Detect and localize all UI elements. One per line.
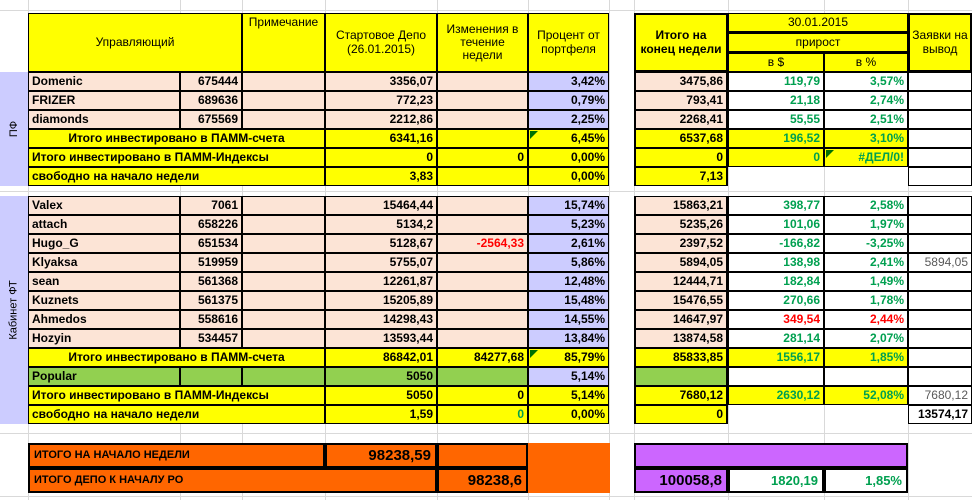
cell-gain-percent[interactable]: 1,85% [824, 348, 908, 367]
cell-gain-usd[interactable]: 101,06 [728, 215, 824, 234]
grand-total-gain-usd[interactable]: 1820,19 [728, 468, 824, 493]
cell-account-id[interactable]: 658226 [180, 215, 242, 234]
cell-withdraw-request[interactable] [908, 291, 972, 310]
cell-portfolio-percent[interactable]: 12,48% [528, 272, 609, 291]
total-week-start-label[interactable]: ИТОГО НА НАЧАЛО НЕДЕЛИ [28, 443, 325, 468]
grid-gap [609, 167, 634, 186]
cell-account-id[interactable] [180, 367, 242, 386]
cell-gain-usd[interactable] [728, 367, 824, 386]
total-depo-label[interactable]: ИТОГО ДЕПО К НАЧАЛУ РО [28, 468, 437, 493]
cell-account-id[interactable]: 558616 [180, 310, 242, 329]
cell-portfolio-percent[interactable]: 0,79% [528, 91, 609, 110]
cell-note[interactable] [242, 291, 325, 310]
cell-week-end-total[interactable]: 6537,68 [634, 129, 728, 148]
cell-week-end-total[interactable]: 85833,85 [634, 348, 728, 367]
cell-week-change[interactable] [437, 367, 528, 386]
cell-withdraw-request[interactable] [908, 234, 972, 253]
cell-start-depo[interactable]: 1,59 [325, 405, 437, 424]
grid-gap [609, 310, 634, 329]
table-row [28, 329, 972, 348]
cell-start-depo[interactable]: 13593,44 [325, 329, 437, 348]
cell-gain-percent[interactable]: 3,57% [824, 72, 908, 91]
cell-week-change[interactable] [437, 291, 528, 310]
cell-portfolio-percent[interactable]: 5,23% [528, 215, 609, 234]
cell-portfolio-percent[interactable]: 0,00% [528, 167, 609, 186]
cell-gain-usd[interactable]: 21,18 [728, 91, 824, 110]
grid-gap [609, 272, 634, 291]
total-depo-value[interactable]: 98238,6 [437, 468, 528, 493]
cell-week-change[interactable]: 0 [437, 386, 528, 405]
grand-total-empty-cell[interactable] [634, 443, 908, 468]
cell-note[interactable] [242, 215, 325, 234]
cell-start-depo[interactable]: 5134,2 [325, 215, 437, 234]
cell-manager[interactable]: attach [28, 215, 180, 234]
header-withdraw-requests[interactable]: Заявки на вывод [908, 13, 972, 72]
cell-withdraw-request[interactable]: 13574,17 [908, 405, 972, 424]
total-empty-cell[interactable] [437, 443, 528, 468]
grid-gap [609, 348, 634, 367]
cell-withdraw-request[interactable]: 7680,12 [908, 386, 972, 405]
cell-account-id[interactable]: 7061 [180, 196, 242, 215]
grid-gap [609, 329, 634, 348]
table-row [28, 129, 972, 148]
cell-week-end-total[interactable]: 14647,97 [634, 310, 728, 329]
cell-week-end-total[interactable]: 2397,52 [634, 234, 728, 253]
cell-week-end-total[interactable]: 12444,71 [634, 272, 728, 291]
cell-gain-usd[interactable]: 119,79 [728, 72, 824, 91]
cell-gain-usd[interactable]: 182,84 [728, 272, 824, 291]
cell-portfolio-percent[interactable]: 15,74% [528, 196, 609, 215]
cell-week-end-total[interactable]: 13874,58 [634, 329, 728, 348]
cell-manager[interactable]: свободно на начало недели [28, 167, 325, 186]
grid-gap [609, 72, 634, 91]
cell-start-depo[interactable]: 5050 [325, 367, 437, 386]
header-gain-usd[interactable]: в $ [728, 52, 824, 72]
grid-gap [609, 253, 634, 272]
cell-week-change[interactable]: 0 [437, 148, 528, 167]
cell-note[interactable] [242, 367, 325, 386]
header-gap [609, 13, 634, 72]
cell-note[interactable] [242, 72, 325, 91]
cell-start-depo[interactable]: 5755,07 [325, 253, 437, 272]
cell-week-change[interactable] [437, 310, 528, 329]
cell-manager[interactable]: Kuznets [28, 291, 180, 310]
grid-gap [609, 129, 634, 148]
cell-manager[interactable]: свободно на начало недели [28, 405, 325, 424]
cell-gain-percent[interactable]: 3,10% [824, 129, 908, 148]
cell-week-end-total[interactable] [634, 367, 728, 386]
cell-gain-percent[interactable]: 1,97% [824, 215, 908, 234]
cell-week-change[interactable] [437, 110, 528, 129]
header-note[interactable]: Примечание [242, 13, 325, 72]
cell-portfolio-percent[interactable]: 6,45% [528, 129, 609, 148]
cell-week-change[interactable]: 84277,68 [437, 348, 528, 367]
cell-manager[interactable]: Hozyin [28, 329, 180, 348]
cell-portfolio-percent[interactable]: 5,14% [528, 367, 609, 386]
cell-gain-usd[interactable]: 0 [728, 148, 824, 167]
cell-gain-percent[interactable]: 2,41% [824, 253, 908, 272]
cell-portfolio-percent[interactable]: 3,42% [528, 72, 609, 91]
cell-week-change[interactable] [437, 329, 528, 348]
table-row [28, 196, 972, 215]
cell-portfolio-percent[interactable]: 15,48% [528, 291, 609, 310]
table-row [28, 386, 972, 405]
total-row-depo-start [28, 468, 610, 493]
cell-manager[interactable]: Итого инвестировано в ПАММ-Индексы [28, 386, 325, 405]
cell-start-depo[interactable]: 14298,43 [325, 310, 437, 329]
grid-gap [609, 291, 634, 310]
cell-manager[interactable]: Domenic [28, 72, 180, 91]
cell-week-end-total[interactable]: 7,13 [634, 167, 728, 186]
table-row [28, 91, 972, 110]
cell-start-depo[interactable]: 0 [325, 148, 437, 167]
cell-week-end-total[interactable]: 0 [634, 148, 728, 167]
cell-start-depo[interactable]: 3356,07 [325, 72, 437, 91]
cell-start-depo[interactable]: 6341,16 [325, 129, 437, 148]
cell-gain-percent[interactable]: 2,74% [824, 91, 908, 110]
grand-total-block [634, 443, 908, 493]
cell-account-id[interactable]: 561375 [180, 291, 242, 310]
table-row [28, 253, 972, 272]
cell-week-change[interactable] [437, 215, 528, 234]
section-label-cabinet-ft[interactable] [0, 196, 28, 424]
grand-total-value[interactable]: 100058,8 [634, 468, 728, 493]
grid-gap [609, 148, 634, 167]
cell-week-end-total[interactable]: 3475,86 [634, 72, 728, 91]
cell-account-id[interactable]: 519959 [180, 253, 242, 272]
cell-gain-usd[interactable]: 398,77 [728, 196, 824, 215]
cell-note[interactable] [242, 196, 325, 215]
cell-note[interactable] [242, 272, 325, 291]
cell-withdraw-request[interactable] [908, 329, 972, 348]
cell-start-depo[interactable]: 12261,87 [325, 272, 437, 291]
cell-gain-usd[interactable]: 270,66 [728, 291, 824, 310]
table-row [28, 291, 972, 310]
cell-start-depo[interactable]: 3,83 [325, 167, 437, 186]
totals-block [28, 443, 610, 493]
table-row [28, 348, 972, 367]
grand-total-row [634, 468, 908, 493]
section-label-cabinet-ft-text: Кабинет ФТ [8, 280, 21, 340]
cell-manager[interactable]: FRIZER [28, 91, 180, 110]
table-row [28, 215, 972, 234]
orange-filler [528, 443, 610, 468]
cell-week-end-total[interactable]: 793,41 [634, 91, 728, 110]
cell-manager[interactable]: Итого инвестировано в ПАММ-счета [28, 348, 325, 367]
cell-withdraw-request[interactable] [908, 272, 972, 291]
cell-portfolio-percent[interactable]: 0,00% [528, 148, 609, 167]
grid-gap [609, 110, 634, 129]
cell-week-change[interactable]: -2564,33 [437, 234, 528, 253]
cell-withdraw-request[interactable] [908, 196, 972, 215]
total-row-week-start [28, 443, 610, 468]
cell-account-id[interactable]: 651534 [180, 234, 242, 253]
grid-gap [609, 196, 634, 215]
table-row [28, 367, 972, 386]
cell-portfolio-percent[interactable]: 0,00% [528, 405, 609, 424]
cell-gain-percent[interactable]: 2,44% [824, 310, 908, 329]
cell-portfolio-percent[interactable]: 14,55% [528, 310, 609, 329]
cell-withdraw-request[interactable] [908, 367, 972, 386]
cell-start-depo[interactable]: 15205,89 [325, 291, 437, 310]
cell-gain-percent[interactable]: 2,51% [824, 110, 908, 129]
table-row [28, 234, 972, 253]
cell-week-change[interactable] [437, 253, 528, 272]
cell-portfolio-percent[interactable]: 85,79% [528, 348, 609, 367]
cell-gain-usd[interactable]: 196,52 [728, 129, 824, 148]
section-pf [28, 72, 972, 186]
cell-portfolio-percent[interactable]: 2,61% [528, 234, 609, 253]
cell-week-end-total[interactable]: 15476,55 [634, 291, 728, 310]
cell-start-depo[interactable]: 772,23 [325, 91, 437, 110]
cell-note[interactable] [242, 91, 325, 110]
cell-portfolio-percent[interactable]: 5,14% [528, 386, 609, 405]
cell-manager[interactable]: Ahmedos [28, 310, 180, 329]
cell-week-change[interactable] [437, 129, 528, 148]
cell-manager[interactable]: Hugo_G [28, 234, 180, 253]
grid-gap [609, 215, 634, 234]
section-cabinet-ft [28, 196, 972, 424]
cell-withdraw-request[interactable] [908, 148, 972, 167]
cell-gain-percent[interactable] [824, 405, 908, 424]
cell-week-end-total[interactable]: 2268,41 [634, 110, 728, 129]
table-row [28, 110, 972, 129]
cell-gain-usd[interactable]: 2630,12 [728, 386, 824, 405]
header-week-end-total[interactable]: Итого на конец недели [634, 13, 728, 72]
grid-gap [609, 367, 634, 386]
cell-manager[interactable]: Итого инвестировано в ПАММ-счета [28, 129, 325, 148]
grid-gap [609, 234, 634, 253]
table-header [28, 13, 972, 72]
cell-portfolio-percent[interactable]: 5,86% [528, 253, 609, 272]
cell-week-end-total[interactable]: 5894,05 [634, 253, 728, 272]
cell-week-end-total[interactable]: 5235,26 [634, 215, 728, 234]
cell-withdraw-request[interactable] [908, 167, 972, 186]
cell-portfolio-percent[interactable]: 2,25% [528, 110, 609, 129]
cell-start-depo[interactable]: 15464,44 [325, 196, 437, 215]
header-date[interactable]: 30.01.2015 [728, 13, 908, 32]
cell-manager[interactable]: Итого инвестировано в ПАММ-Индексы [28, 148, 325, 167]
table-row [28, 148, 972, 167]
cell-note[interactable] [242, 253, 325, 272]
grid-gap [609, 405, 634, 424]
grand-total-gain-percent[interactable]: 1,85% [824, 468, 908, 493]
header-portfolio-percent[interactable]: Процент от портфеля [528, 13, 609, 72]
header-gain-percent[interactable]: в % [824, 52, 908, 72]
cell-withdraw-request[interactable] [908, 310, 972, 329]
cell-manager[interactable]: diamonds [28, 110, 180, 129]
cell-gain-percent[interactable]: -3,25% [824, 234, 908, 253]
cell-week-end-total[interactable]: 15863,21 [634, 196, 728, 215]
cell-gain-percent[interactable]: 52,08% [824, 386, 908, 405]
cell-account-id[interactable]: 534457 [180, 329, 242, 348]
cell-gain-usd[interactable] [728, 405, 824, 424]
table-row [28, 167, 972, 186]
cell-gain-usd[interactable]: -166,82 [728, 234, 824, 253]
cell-gain-usd[interactable]: 138,98 [728, 253, 824, 272]
cell-gain-usd[interactable]: 55,55 [728, 110, 824, 129]
cell-withdraw-request[interactable] [908, 72, 972, 91]
cell-gain-usd[interactable]: 1556,17 [728, 348, 824, 367]
cell-week-change[interactable]: 0 [437, 405, 528, 424]
cell-note[interactable] [242, 310, 325, 329]
grid-gap [609, 91, 634, 110]
section-label-pf-text: ПФ [8, 120, 20, 138]
cell-gain-percent[interactable]: 2,58% [824, 196, 908, 215]
cell-start-depo[interactable]: 5128,67 [325, 234, 437, 253]
cell-week-change[interactable] [437, 167, 528, 186]
header-start-depo[interactable]: Стартовое Депо (26.01.2015) [325, 13, 437, 72]
cell-withdraw-request[interactable] [908, 110, 972, 129]
section-label-pf[interactable] [0, 72, 28, 186]
cell-gain-percent[interactable] [824, 167, 908, 186]
grid-gap [609, 386, 634, 405]
cell-withdraw-request[interactable]: 5894,05 [908, 253, 972, 272]
cell-withdraw-request[interactable] [908, 215, 972, 234]
header-manager[interactable]: Управляющий [28, 13, 242, 72]
cell-week-end-total[interactable]: 0 [634, 405, 728, 424]
cell-gain-percent[interactable]: 1,78% [824, 291, 908, 310]
cell-week-change[interactable] [437, 91, 528, 110]
table-row [28, 310, 972, 329]
cell-start-depo[interactable]: 2212,86 [325, 110, 437, 129]
table-row [28, 272, 972, 291]
cell-week-change[interactable] [437, 272, 528, 291]
cell-manager[interactable]: Klyaksa [28, 253, 180, 272]
cell-account-id[interactable]: 675444 [180, 72, 242, 91]
header-gain[interactable]: прирост [728, 32, 908, 52]
cell-start-depo[interactable]: 86842,01 [325, 348, 437, 367]
total-week-start-value[interactable]: 98238,59 [325, 443, 437, 468]
cell-manager[interactable]: Popular [28, 367, 180, 386]
table-row [28, 72, 972, 91]
cell-withdraw-request[interactable] [908, 129, 972, 148]
cell-gain-percent[interactable]: 1,49% [824, 272, 908, 291]
header-week-changes[interactable]: Изменения в течение недели [437, 13, 528, 72]
cell-week-change[interactable] [437, 196, 528, 215]
cell-withdraw-request[interactable] [908, 91, 972, 110]
cell-account-id[interactable]: 675569 [180, 110, 242, 129]
cell-account-id[interactable]: 689636 [180, 91, 242, 110]
cell-gain-usd[interactable] [728, 167, 824, 186]
cell-gain-usd[interactable]: 349,54 [728, 310, 824, 329]
cell-account-id[interactable]: 561368 [180, 272, 242, 291]
cell-note[interactable] [242, 234, 325, 253]
cell-week-change[interactable] [437, 72, 528, 91]
orange-filler [528, 468, 610, 493]
cell-gain-percent[interactable] [824, 367, 908, 386]
cell-week-end-total[interactable]: 7680,12 [634, 386, 728, 405]
cell-gain-percent[interactable]: 2,07% [824, 329, 908, 348]
cell-start-depo[interactable]: 5050 [325, 386, 437, 405]
cell-gain-usd[interactable]: 281,14 [728, 329, 824, 348]
cell-manager[interactable]: Valex [28, 196, 180, 215]
cell-gain-percent[interactable]: #ДЕЛ/0! [824, 148, 908, 167]
cell-manager[interactable]: sean [28, 272, 180, 291]
table-row [28, 405, 972, 424]
cell-portfolio-percent[interactable]: 13,84% [528, 329, 609, 348]
grand-total-top-row [634, 443, 908, 468]
cell-note[interactable] [242, 329, 325, 348]
cell-note[interactable] [242, 110, 325, 129]
cell-withdraw-request[interactable] [908, 348, 972, 367]
